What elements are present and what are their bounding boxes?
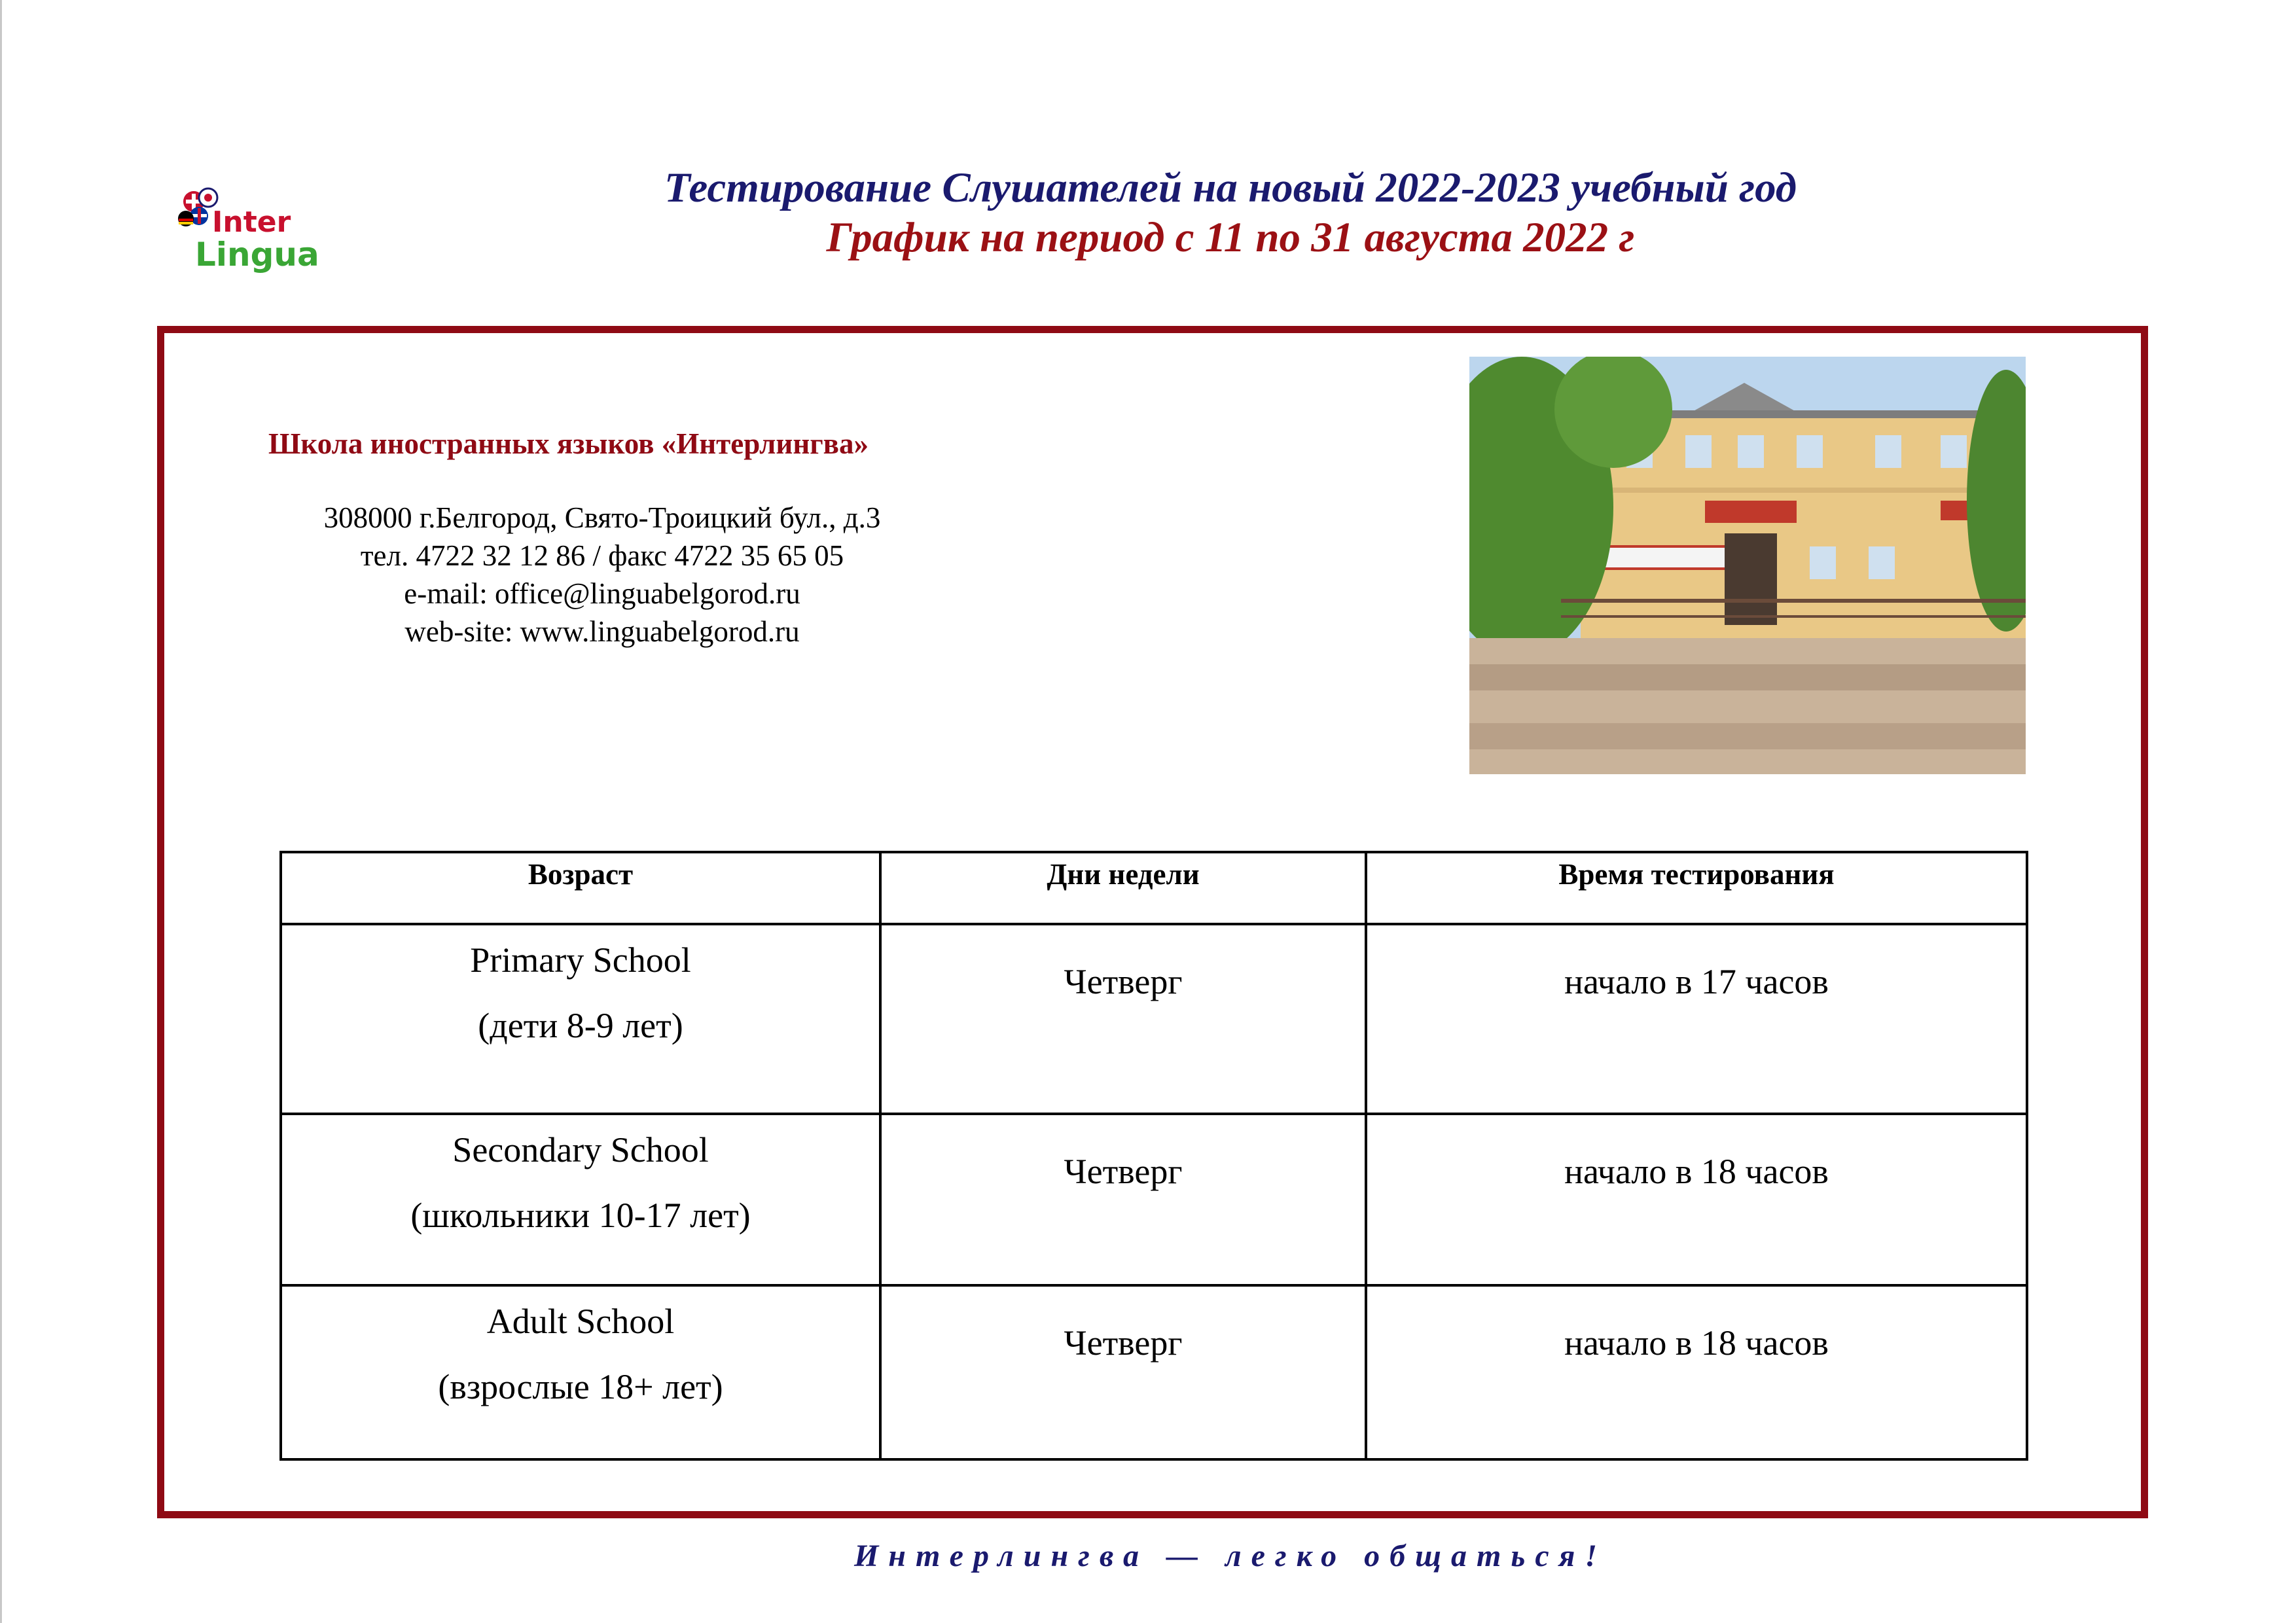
contacts-block	[249, 499, 956, 651]
weekday: Четверг	[1064, 1323, 1183, 1363]
table-header-row	[281, 852, 2027, 924]
age-range: (школьники 10-17 лет)	[410, 1196, 751, 1235]
school-name: Школа иностранных языков «Интерлингва»	[268, 427, 869, 460]
age-group: Primary School	[470, 940, 691, 980]
time-cell	[1366, 924, 2027, 1114]
age-group: Secondary School	[452, 1130, 709, 1169]
age-group: Adult School	[486, 1302, 675, 1341]
table-row	[281, 1114, 2027, 1285]
age-cell	[281, 924, 880, 1114]
day-cell	[880, 1114, 1366, 1285]
address: 308000 г.Белгород, Свято-Троицкий бул., д.3	[323, 501, 881, 534]
phone-fax: тел. 4722 32 12 86 / факс 4722 35 65 05	[360, 539, 844, 572]
table-row	[281, 1285, 2027, 1459]
age-cell	[281, 1114, 880, 1285]
age-range: (дети 8-9 лет)	[478, 1006, 683, 1045]
header-time: Время тестирования	[1366, 852, 2027, 924]
header-age: Возраст	[281, 852, 880, 924]
table-row	[281, 924, 2027, 1114]
day-cell	[880, 924, 1366, 1114]
website: web-site: www.linguabelgorod.ru	[404, 615, 800, 648]
test-time: начало в 18 часов	[1564, 1323, 1829, 1363]
schedule-table	[279, 851, 2028, 1461]
test-time: начало в 17 часов	[1564, 962, 1829, 1001]
logo-text-lingua: Lingua	[195, 236, 319, 274]
page-title: Тестирование Слушателей на новый 2022-2023 учебный год	[664, 164, 1797, 211]
day-cell	[880, 1285, 1366, 1459]
age-cell	[281, 1285, 880, 1459]
page-subtitle: График на период с 11 по 31 августа 2022 г	[826, 214, 1635, 261]
weekday: Четверг	[1064, 1152, 1183, 1191]
logo-text-inter: Inter	[212, 205, 291, 239]
header-days: Дни недели	[880, 852, 1366, 924]
email: e-mail: office@linguabelgorod.ru	[404, 577, 800, 610]
time-cell	[1366, 1285, 2027, 1459]
age-range: (взрослые 18+ лет)	[438, 1367, 723, 1406]
weekday: Четверг	[1064, 962, 1183, 1001]
building-photo	[1469, 357, 2026, 774]
footer-slogan: Интерлингва — легко общаться!	[853, 1539, 1607, 1573]
test-time: начало в 18 часов	[1564, 1152, 1829, 1191]
time-cell	[1366, 1114, 2027, 1285]
